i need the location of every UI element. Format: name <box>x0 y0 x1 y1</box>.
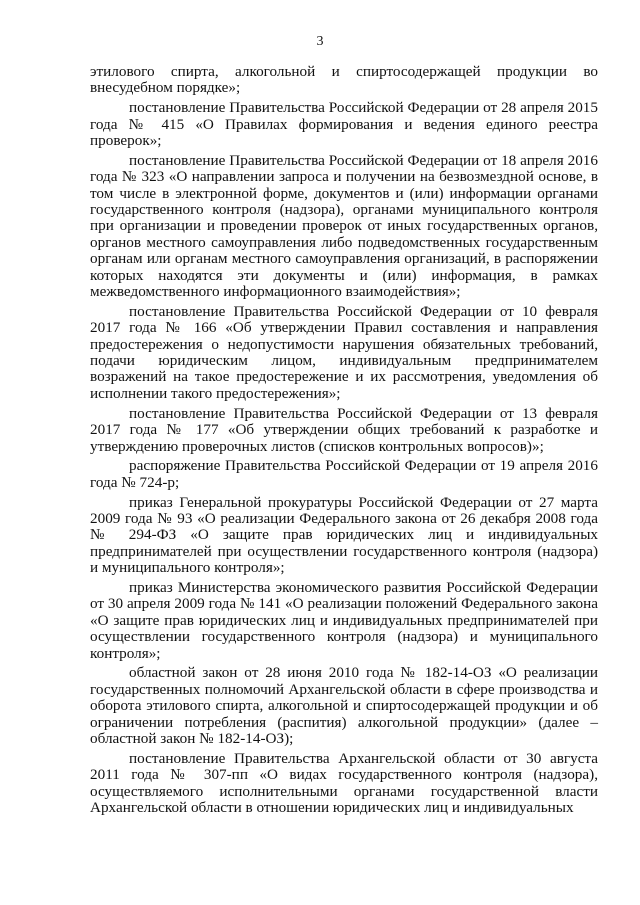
paragraph-ministry-order-141: приказ Министерства экономического развития Российской Федерации от 30 апреля 2009 года № 141 «О реализации положений Федерального закона «О защите прав юридических лиц и индивидуальных предпринимателей при осуществлении государственного контроля (надзора) и муниципального контроля»; <box>90 578 598 662</box>
paragraph-continuation: этилового спирта, алкогольной и спиртосодержащей продукции во внесудебном порядке»; <box>90 63 598 97</box>
document-body <box>90 64 598 820</box>
paragraph-regional-resolution-307: постановление Правительства Архангельской области от 30 августа 2011 года № 307-пп «О видах государственного контроля (надзора), осуществляемого исполнительными органами государственной власти Архангельской области в отношении юридических лиц и индивидуальных <box>90 749 598 816</box>
paragraph-resolution-177: постановление Правительства Российской Федерации от 13 февраля 2017 года № 177 «Об утверждении общих требований к разработке и утверждению проверочных листов (списков контрольных вопросов)»; <box>90 404 598 455</box>
page-number: 3 <box>316 34 324 49</box>
paragraph-resolution-166: постановление Правительства Российской Федерации от 10 февраля 2017 года № 166 «Об утверждении Правил составления и направления предостережения о недопустимости нарушения обязательных требований, подачи юридическим лицом, индивидуальным предпринимателем возражений на такое предостережение и их рассмотрения, уведомления об исполнении такого предостережения»; <box>90 302 598 402</box>
paragraph-resolution-323: постановление Правительства Российской Федерации от 18 апреля 2016 года № 323 «О направлении запроса и получении на безвозмездной основе, в том числе в электронной форме, документов и (или) информации органами государственного контроля (надзора), органами муниципального контроля при организации и проведении проверок от иных государственных органов, органов местного самоуправления либо подведомственных государственным органам или органам местного самоуправления организаций, в распоряжении которых находятся эти документы и (или) информация, в рамках межведомственного информационного взаимодействия»; <box>90 151 598 301</box>
paragraph-order-724r: распоряжение Правительства Российской Федерации от 19 апреля 2016 года № 724-р; <box>90 457 598 491</box>
paragraph-regional-law-182: областной закон от 28 июня 2010 года № 182-14-ОЗ «О реализации государственных полномочий Архангельской области в сфере производства и оборота этилового спирта, алкогольной и спиртосодержащей продукции и об ограничении потребления (распития) алкогольной продукции» (далее – областной закон № 182-14-ОЗ); <box>90 664 598 747</box>
paragraph-prosecutor-order-93: приказ Генеральной прокуратуры Российской Федерации от 27 марта 2009 года № 93 «О реализации Федерального закона от 26 декабря 2008 года № 294-ФЗ «О защите прав юридических лиц и индивидуальных предпринимателей при осуществлении государственного контроля (надзора) и муниципального контроля»; <box>90 493 598 577</box>
paragraph-resolution-415: постановление Правительства Российской Федерации от 28 апреля 2015 года № 415 «О Правилах формирования и ведения единого реестра проверок»; <box>90 99 598 150</box>
